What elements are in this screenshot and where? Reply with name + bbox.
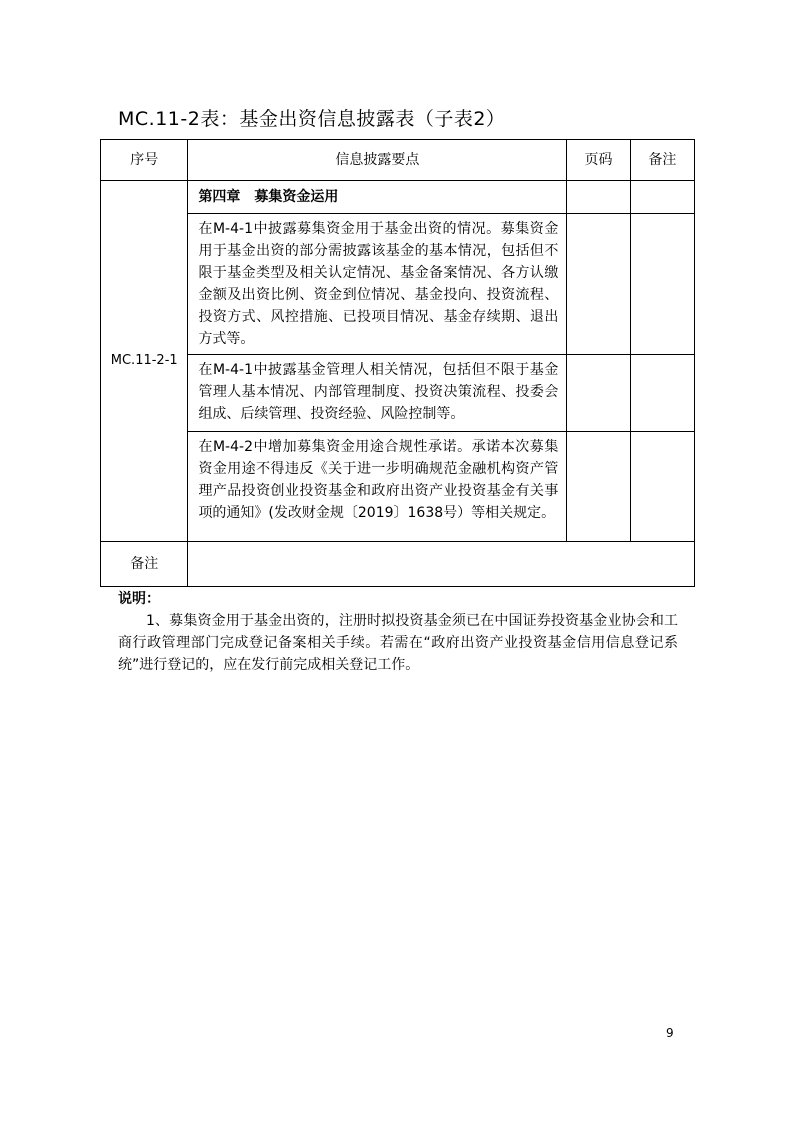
chapter-heading: 第四章 募集资金运用	[188, 181, 567, 214]
notes-title: 说明：	[118, 591, 160, 607]
table-remark-row	[101, 542, 695, 587]
header-no: 序号	[101, 140, 188, 181]
table-header-row	[101, 140, 695, 181]
notes-body: 1、募集资金用于基金出资的，注册时拟投资基金须已在中国证券投资基金业协会和工商行政管理部门完成登记备案相关手续。若需在“政府出资产业投资基金信用信息登记系统”进行登记的，应在发行前完成相关登记工作。	[118, 613, 678, 673]
page-number: 9	[666, 1026, 674, 1040]
header-remark: 备注	[630, 140, 694, 181]
page-cell	[567, 355, 630, 432]
disclosure-point: 在M-4-2中增加募集资金用途合规性承诺。承诺本次募集资金用途不得违反《关于进一步明确规范金融机构资产管理产品投资创业投资基金和政府出资产业投资基金有关事项的通知》(发改财金规〔2019〕1638号）等相关规定。	[188, 432, 567, 542]
remark-cell	[630, 181, 694, 214]
remark-cell	[630, 214, 694, 355]
table-row	[101, 181, 695, 214]
remark-content	[188, 542, 695, 587]
page-cell	[567, 214, 630, 355]
notes-section	[118, 588, 678, 676]
section-number: MC.11-2-1	[101, 181, 188, 542]
page-cell	[567, 432, 630, 542]
remark-cell	[630, 432, 694, 542]
remark-label: 备注	[101, 542, 188, 587]
table-row	[101, 432, 695, 542]
table-row	[101, 214, 695, 355]
table-row	[101, 355, 695, 432]
disclosure-table	[100, 139, 695, 587]
page-cell	[567, 181, 630, 214]
disclosure-point: 在M-4-1中披露基金管理人相关情况，包括但不限于基金管理人基本情况、内部管理制度、投资决策流程、投委会组成、后续管理、投资经验、风险控制等。	[188, 355, 567, 432]
page-title: MC.11-2表：基金出资信息披露表（子表2）	[118, 108, 506, 130]
disclosure-point: 在M-4-1中披露募集资金用于基金出资的情况。募集资金用于基金出资的部分需披露该基金的基本情况，包括但不限于基金类型及相关认定情况、基金备案情况、各方认缴金额及出资比例、资金到位情况、基金投向、投资流程、投资方式、风控措施、已投项目情况、基金存续期、退出方式等。	[188, 214, 567, 355]
remark-cell	[630, 355, 694, 432]
header-page: 页码	[567, 140, 630, 181]
header-points: 信息披露要点	[188, 140, 567, 181]
